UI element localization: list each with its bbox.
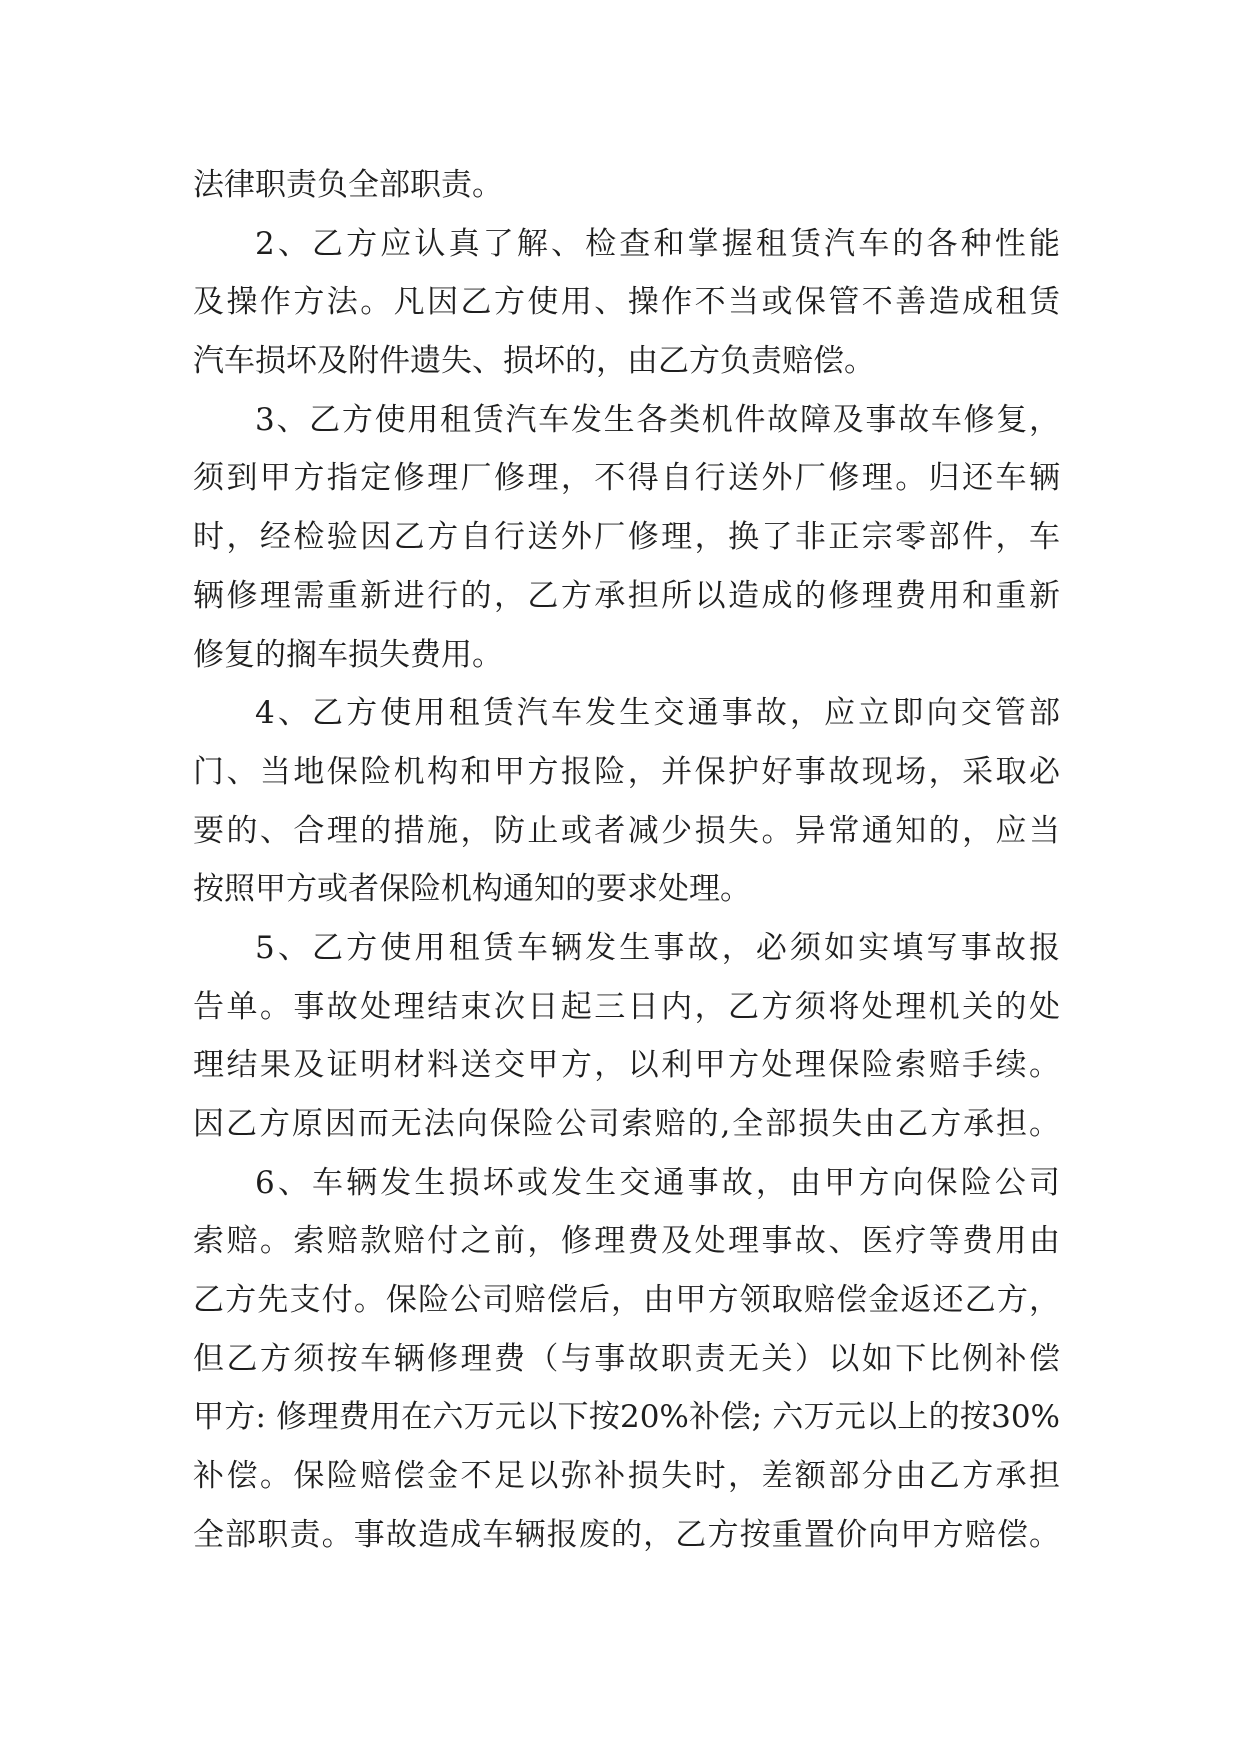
clause-5-line-2: 告单。事故处理结束次日起三日内，乙方须将处理机关的处	[193, 988, 1060, 1025]
contract-text	[193, 156, 1060, 1565]
clause-4-line-2: 门、当地保险机构和甲方报险，并保护好事故现场，采取必	[193, 753, 1060, 790]
clause-6-line-4: 但乙方须按车辆修理费（与事故职责无关）以如下比例补偿	[193, 1340, 1060, 1377]
text-line-1: 法律职责负全部职责。	[193, 167, 503, 203]
clause-3-line-5: 修复的搁车损失费用。	[193, 636, 503, 673]
clause-2-line-1: 2、乙方应认真了解、检查和掌握租赁汽车的各种性能	[255, 225, 1060, 262]
clause-6-line-1: 6、车辆发生损坏或发生交通事故，由甲方向保险公司	[255, 1164, 1060, 1201]
clause-5-line-3: 理结果及证明材料送交甲方，以利甲方处理保险索赔手续。	[193, 1047, 1060, 1084]
clause-6-line-7: 全部职责。事故造成车辆报废的，乙方按重置价向甲方赔偿。	[193, 1516, 1060, 1553]
clause-6-line-3: 乙方先支付。保险公司赔偿后，由甲方领取赔偿金返还乙方，	[193, 1282, 1060, 1319]
clause-3-line-2: 须到甲方指定修理厂修理，不得自行送外厂修理。归还车辆	[193, 460, 1060, 497]
clause-6-line-5: 甲方: 修理费用在六万元以下按20%补偿; 六万元以上的按30%	[193, 1399, 1060, 1436]
clause-5-line-4: 因乙方原因而无法向保险公司索赔的,全部损失由乙方承担。	[193, 1106, 1060, 1142]
clause-3-line-1: 3、乙方使用租赁汽车发生各类机件故障及事故车修复，	[255, 401, 1060, 438]
clause-3-line-3: 时，经检验因乙方自行送外厂修理，换了非正宗零部件，车	[193, 519, 1060, 556]
clause-6-line-2: 索赔。索赔款赔付之前，修理费及处理事故、医疗等费用由	[193, 1223, 1060, 1260]
clause-2-line-2: 及操作方法。凡因乙方使用、操作不当或保管不善造成租赁	[193, 284, 1060, 321]
clause-6-line-6: 补偿。保险赔偿金不足以弥补损失时，差额部分由乙方承担	[193, 1458, 1060, 1495]
clause-3-line-4: 辆修理需重新进行的，乙方承担所以造成的修理费用和重新	[193, 577, 1060, 614]
clause-5-line-1: 5、乙方使用租赁车辆发生事故，必须如实填写事故报	[255, 929, 1060, 966]
clause-4-line-4: 按照甲方或者保险机构通知的要求处理。	[193, 871, 751, 908]
clause-4-line-3: 要的、合理的措施，防止或者减少损失。异常通知的，应当	[193, 812, 1060, 849]
clause-2-line-3: 汽车损坏及附件遗失、损坏的，由乙方负责赔偿。	[193, 343, 875, 380]
clause-4-line-1: 4、乙方使用租赁汽车发生交通事故，应立即向交管部	[255, 695, 1060, 732]
